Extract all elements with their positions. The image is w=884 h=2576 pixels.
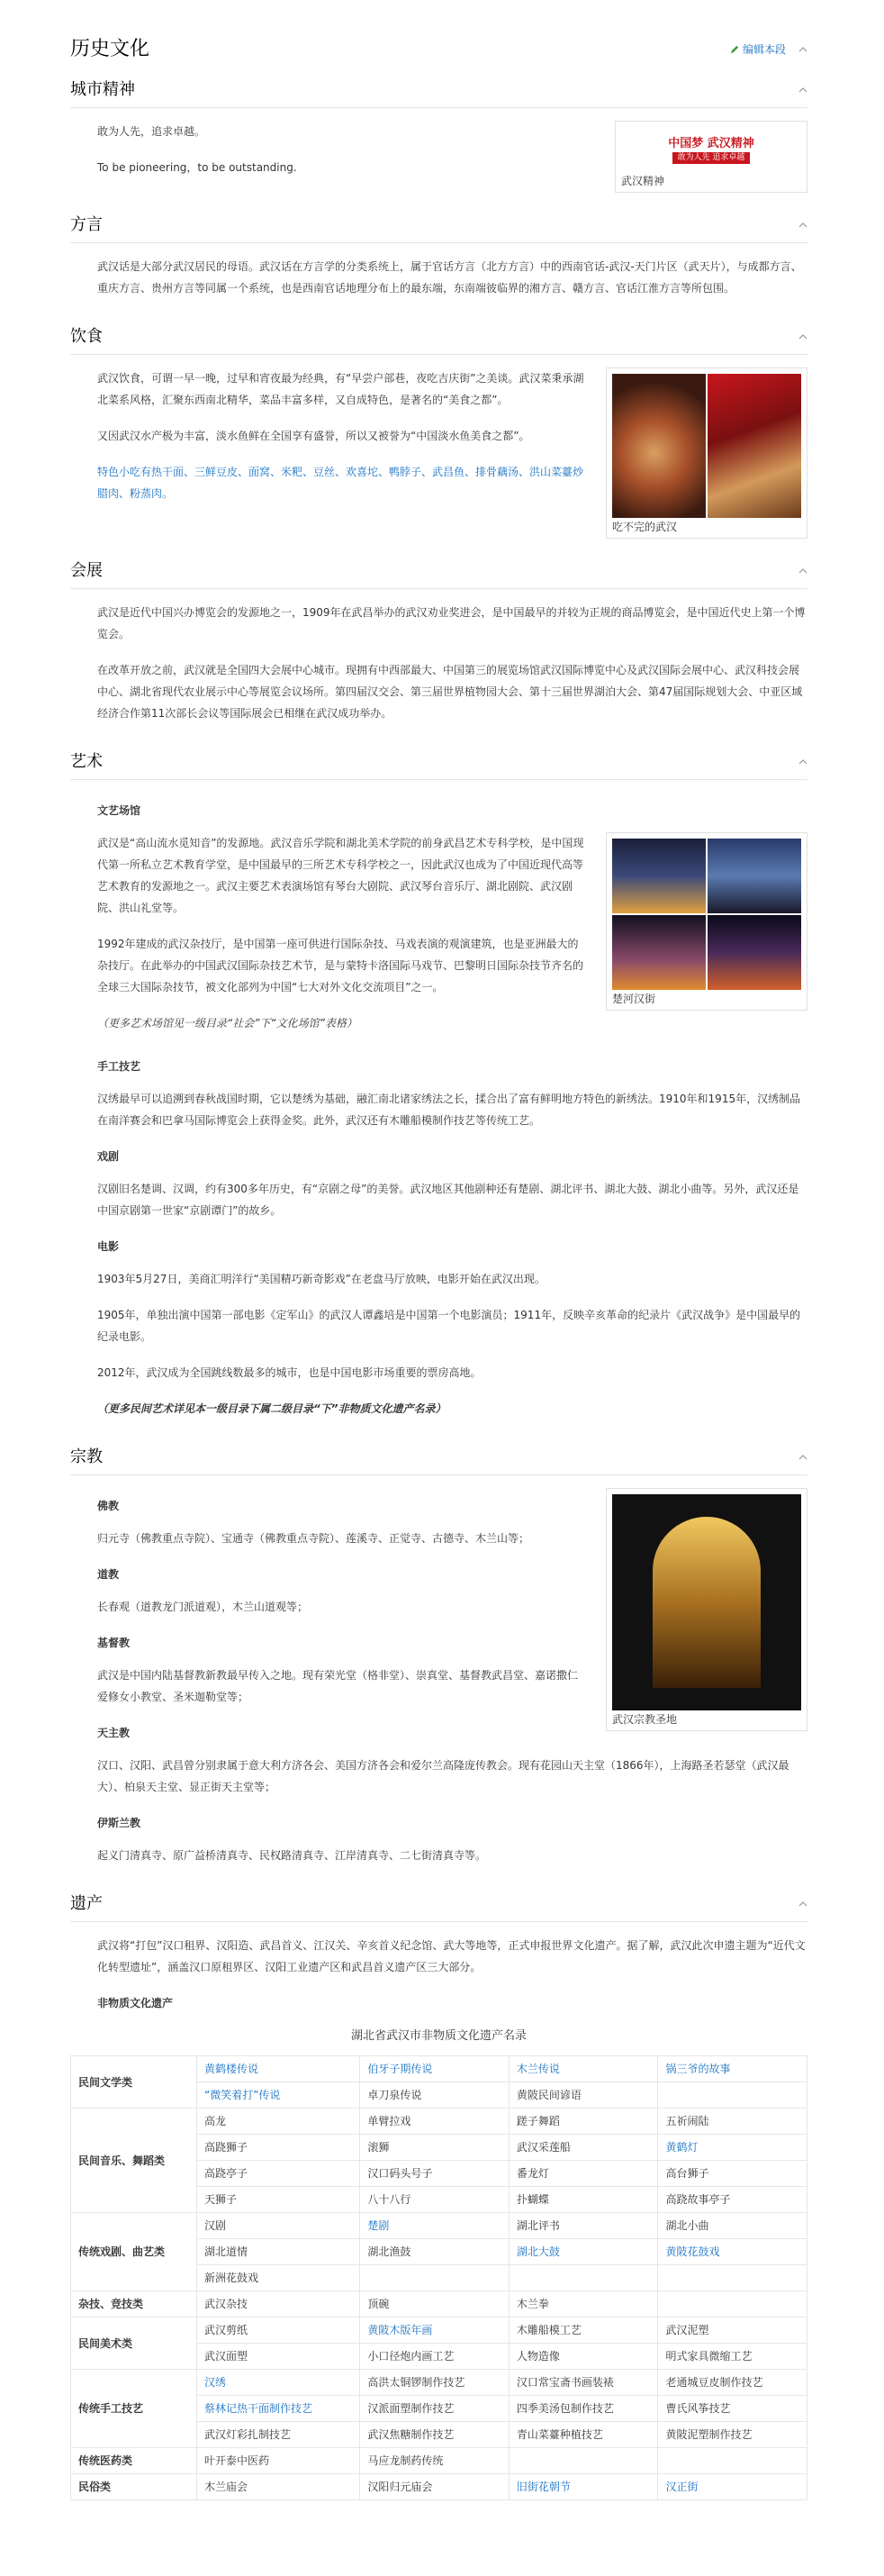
- table-cell: 人物造像: [509, 2344, 658, 2370]
- table-cell: 黄陂泥塑制作技艺: [658, 2422, 807, 2448]
- photo-tile: [612, 915, 706, 990]
- section-title: 宗教: [70, 1447, 103, 1466]
- collapse-chevron-icon[interactable]: [798, 86, 807, 95]
- table-cell: 马应龙制药传统: [360, 2448, 510, 2474]
- table-cell: 蹉子舞蹈: [509, 2109, 658, 2135]
- table-row: [71, 2109, 807, 2135]
- table-cell: 武汉泥塑: [658, 2317, 807, 2344]
- page-title: 历史文化: [70, 38, 150, 60]
- subheading: 道教: [97, 1568, 120, 1581]
- table-cell[interactable]: 楚剧: [360, 2213, 510, 2239]
- paragraph: 2012年，武汉成为全国跳线数最多的城市，也是中国电影市场重要的票房高地。: [97, 1366, 482, 1379]
- table-row: [71, 2213, 807, 2239]
- subheading: 基督教: [97, 1637, 131, 1649]
- paragraph: 特色小吃有热干面、三鲜豆皮、面窝、米粑、豆丝、欢喜坨、鸭脖子、武昌鱼、排骨藕汤、洪山菜薹炒腊肉、粉蒸肉。: [97, 466, 584, 500]
- table-row: [71, 2448, 807, 2474]
- section-title: 城市精神: [70, 79, 135, 99]
- section-body-art: [70, 780, 807, 1439]
- heritage-table: [70, 2055, 807, 2500]
- subheading: 戏剧: [97, 1150, 120, 1163]
- table-cell: 木兰拳: [509, 2291, 658, 2317]
- section-heading-spirit: [70, 72, 807, 108]
- table-category-cell: 民间音乐、舞蹈类: [71, 2109, 197, 2213]
- paragraph: （更多民间艺术详见本一级目录下属二级目录“下”非物质文化遗产名录）: [97, 1402, 447, 1415]
- paragraph: 武汉是近代中国兴办博览会的发源地之一，1909年在武昌举办的武汉劝业奖进会，是中国最早的并较为正规的商品博览会，是中国近代史上第一个博览会。: [97, 606, 806, 640]
- table-cell: 武汉杂技: [197, 2291, 360, 2317]
- edit-section-button[interactable]: [730, 39, 786, 60]
- paragraph: 在改革开放之前，武汉就是全国四大会展中心城市。现拥有中西部最大、中国第三的展览场馆武汉国际博览中心及武汉国际会展中心、武汉科技会展中心、湖北省现代农业展示中心等展览会议场所。第四届汉交会、第三届世界植物园大会、第十三届世界湖泊大会、第47届国际规划大会、中亚区域经济合作第11次部长会议等国际展会已相继在武汉成功举办。: [97, 664, 803, 720]
- section-title: 方言: [70, 214, 103, 234]
- section-heading-heritage: [70, 1886, 807, 1922]
- table-cell: 汉口常宝斋书画装裱: [509, 2370, 658, 2396]
- figure-spirit[interactable]: [615, 121, 807, 193]
- table-cell: 湖北渔鼓: [360, 2239, 510, 2265]
- table-cell: 叶开泰中医药: [197, 2448, 360, 2474]
- table-cell: 武汉采莲船: [509, 2135, 658, 2161]
- table-row: [71, 2291, 807, 2317]
- table-category-cell: 传统手工技艺: [71, 2370, 197, 2448]
- pencil-icon: [730, 44, 740, 54]
- section-body-dialect: [70, 243, 807, 319]
- paragraph: To be pioneering，to be outstanding.: [97, 161, 297, 174]
- table-cell: 高跷故事亭子: [658, 2187, 807, 2213]
- section-body-religion: [70, 1475, 807, 1886]
- table-cell: 木雕船模工艺: [509, 2317, 658, 2344]
- table-cell[interactable]: 湖北大鼓: [509, 2239, 658, 2265]
- section-heading-food: [70, 319, 807, 355]
- figure-religion[interactable]: [606, 1488, 807, 1731]
- photo-tile: [708, 915, 801, 990]
- table-cell: 武汉面塑: [197, 2344, 360, 2370]
- table-cell[interactable]: 黄陂木版年画: [360, 2317, 510, 2344]
- section-title: 会展: [70, 560, 103, 580]
- table-cell: 小口径炮内画工艺: [360, 2344, 510, 2370]
- subheading: 手工技艺: [97, 1060, 141, 1073]
- table-row: [71, 2056, 807, 2082]
- table-cell: 曹氏风筝技艺: [658, 2396, 807, 2422]
- night-city-photo: [612, 839, 801, 990]
- food-photo: [612, 374, 801, 518]
- table-cell: 八十八行: [360, 2187, 510, 2213]
- table-cell: 高台狮子: [658, 2161, 807, 2187]
- figure-art[interactable]: [606, 832, 807, 1011]
- photo-tile: [612, 839, 706, 913]
- section-body-spirit: [70, 108, 807, 207]
- paragraph: 1905年，单独出演中国第一部电影《定军山》的武汉人谭鑫培是中国第一个电影演员；1911年，反映辛亥革命的纪录片《武汉战争》是中国最早的纪录电影。: [97, 1309, 801, 1343]
- table-cell: 武汉灯彩扎制技艺: [197, 2422, 360, 2448]
- table-cell[interactable]: 伯牙子期传说: [360, 2056, 510, 2082]
- table-cell: 湖北评书: [509, 2213, 658, 2239]
- table-category-cell: 民间美术类: [71, 2317, 197, 2370]
- figure-caption: 楚河汉街: [612, 993, 656, 1005]
- table-cell[interactable]: 旧街花朝节: [509, 2474, 658, 2500]
- church-photo: [612, 1494, 801, 1710]
- subheading: 非物质文化遗产: [97, 1997, 174, 2009]
- table-cell: 四季美汤包制作技艺: [509, 2396, 658, 2422]
- table-cell: 黄陂民间谚语: [509, 2082, 658, 2109]
- collapse-chevron-icon[interactable]: [798, 1453, 807, 1462]
- section-title: 艺术: [70, 751, 103, 771]
- table-cell: 单臂拉戏: [360, 2109, 510, 2135]
- section-body-expo: [70, 589, 807, 744]
- collapse-chevron-icon[interactable]: [798, 757, 807, 766]
- table-cell: 老通城豆皮制作技艺: [658, 2370, 807, 2396]
- spirit-logo-image: [621, 127, 801, 172]
- subheading: 文艺场馆: [97, 804, 141, 817]
- table-cell: 湖北道情: [197, 2239, 360, 2265]
- table-cell: 番龙灯: [509, 2161, 658, 2187]
- table-cell[interactable]: 木兰传说: [509, 2056, 658, 2082]
- figure-caption: 吃不完的武汉: [612, 521, 678, 533]
- table-cell: [658, 2265, 807, 2291]
- table-cell: 湖北小曲: [658, 2213, 807, 2239]
- collapse-chevron-icon[interactable]: [798, 1900, 807, 1909]
- figure-caption: 武汉宗教圣地: [612, 1713, 678, 1726]
- paragraph: （更多艺术场馆见一级目录“社会”下“文化场馆”表格）: [97, 1017, 357, 1029]
- paragraph: 汉剧旧名楚调、汉调，约有300多年历史，有“京剧之母”的美誉。武汉地区其他剧种还有楚剧、湖北评书、湖北大鼓、湖北小曲等。另外，武汉还是中国京剧第一世家“京剧谭门”的故乡。: [97, 1183, 799, 1217]
- table-cell[interactable]: 黄鹤灯: [658, 2135, 807, 2161]
- table-cell: [509, 2448, 658, 2474]
- paragraph: 武汉将“打包”汉口租界、汉阳造、武昌首义、江汉关、辛亥首义纪念馆、武大等地等，正式申报世界文化遗产。据了解，武汉此次申遗主题为“近代文化转型遗址”，涵盖汉口原租界区、汉阳工业遗产区和武昌首义遗产区三大部分。: [97, 1939, 806, 1973]
- paragraph: 武汉话是大部分武汉居民的母语。武汉话在方言学的分类系统上，属于官话方言（北方方言）中的西南官话-武汉-天门片区（武天片），与成都方言、重庆方言、贵州方言等同属一个系统，也是西南官话地理分布上的最东端，东南端彼临界的湘方言、赣方言、官话江淮方言等所包围。: [97, 260, 802, 295]
- section-body-heritage: [70, 1922, 807, 2506]
- table-cell: 高洪太铜锣制作技艺: [360, 2370, 510, 2396]
- spirit-logo-sub: 敢为人先 追求卓越: [672, 152, 751, 164]
- section-heading-art: [70, 744, 807, 780]
- paragraph: 武汉是“高山流水觅知音”的发源地。武汉音乐学院和湖北美术学院的前身武昌艺术专科学校，是中国现代第一所私立艺术教育学堂，是中国最早的三所艺术专科学校之一，因此武汉也成为了中国近现代高等艺术教育的发源地之一。武汉主要艺术表演场馆有琴台大剧院、武汉琴台音乐厅、湖北剧院、武汉剧院、洪山礼堂等。: [97, 837, 584, 914]
- table-cell: 顶碗: [360, 2291, 510, 2317]
- paragraph: 武汉饮食，可谓一早一晚，过早和宵夜最为经典，有“早尝户部巷，夜吃吉庆街”之美谈。武汉菜秉承湖北菜系风格，汇聚东西南北精华，菜品丰富多样，又自成特色，是著名的“美食之都”。: [97, 372, 584, 406]
- table-cell[interactable]: 黄陂花鼓戏: [658, 2239, 807, 2265]
- collapse-chevron-icon[interactable]: [798, 45, 807, 54]
- collapse-chevron-icon[interactable]: [798, 332, 807, 341]
- table-cell: 青山菜薹种植技艺: [509, 2422, 658, 2448]
- paragraph: 汉口、汉阳、武昌曾分别隶属于意大利方济各会、美国方济各会和爱尔兰高隆庞传教会。现有花园山天主堂（1866年），上海路圣若瑟堂（武汉最大）、柏泉天主堂、显正街天主堂等；: [97, 1759, 789, 1793]
- paragraph: 1992年建成的武汉杂技厅，是中国第一座可供进行国际杂技、马戏表演的观演建筑，也是亚洲最大的杂技厅。在此举办的中国武汉国际杂技艺术节，是与蒙特卡洛国际马戏节、巴黎明日国际杂技节齐名的全球三大国际杂技节，被文化部列为中国“七大对外文化交流项目”之一。: [97, 938, 584, 993]
- table-cell: 天狮子: [197, 2187, 360, 2213]
- table-cell: 汉口码头号子: [360, 2161, 510, 2187]
- section-title: 遗产: [70, 1893, 103, 1913]
- table-cell: 高跷亭子: [197, 2161, 360, 2187]
- table-cell[interactable]: 锅三爷的故事: [658, 2056, 807, 2082]
- food-photo-left: [612, 374, 706, 518]
- table-cell: 汉剧: [197, 2213, 360, 2239]
- table-cell: 扑蝴蝶: [509, 2187, 658, 2213]
- section-title: 饮食: [70, 326, 103, 346]
- table-cell: [658, 2082, 807, 2109]
- figure-food[interactable]: [606, 367, 807, 539]
- church-arch: [653, 1517, 761, 1688]
- subheading: 佛教: [97, 1500, 120, 1512]
- section-body-food: [70, 355, 807, 553]
- subheading: 天主教: [97, 1727, 131, 1739]
- table-cell: 汉派面塑制作技艺: [360, 2396, 510, 2422]
- photo-tile: [708, 839, 801, 913]
- table-category-cell: 民间文学类: [71, 2056, 197, 2109]
- table-cell[interactable]: 汉正街: [658, 2474, 807, 2500]
- table-cell: 武汉剪纸: [197, 2317, 360, 2344]
- paragraph: 长春观（道教龙门派道观），木兰山道观等；: [97, 1601, 309, 1613]
- section-heading-religion: [70, 1439, 807, 1475]
- paragraph: 1903年5月27日，美商汇明洋行“美国精巧新奇影戏”在老盘马厅放映，电影开始在武汉出现。: [97, 1273, 546, 1285]
- table-cell[interactable]: 汉绣: [197, 2370, 360, 2396]
- table-cell[interactable]: “微笑着打”传说: [197, 2082, 360, 2109]
- collapse-chevron-icon[interactable]: [798, 221, 807, 230]
- paragraph: 武汉是中国内陆基督教新教最早传入之地。现有荣光堂（格非堂）、崇真堂、基督教武昌堂、嘉诺撒仁爱修女小教堂、圣米迦勒堂等；: [97, 1669, 579, 1703]
- table-category-cell: 杂技、竞技类: [71, 2291, 197, 2317]
- table-cell: [658, 2448, 807, 2474]
- paragraph: 归元寺（佛教重点寺院）、宝通寺（佛教重点寺院）、莲溪寺、正觉寺、古德寺、木兰山等；: [97, 1532, 530, 1545]
- table-cell: [360, 2265, 510, 2291]
- table-cell: 新洲花鼓戏: [197, 2265, 360, 2291]
- table-cell: [509, 2265, 658, 2291]
- table-cell: 滚狮: [360, 2135, 510, 2161]
- table-cell: 武汉焦糖制作技艺: [360, 2422, 510, 2448]
- table-cell: [658, 2291, 807, 2317]
- table-cell: 明式家具微缩工艺: [658, 2344, 807, 2370]
- table-category-cell: 传统戏剧、曲艺类: [71, 2213, 197, 2291]
- subheading: 伊斯兰教: [97, 1817, 141, 1829]
- table-cell: 五祈闹陆: [658, 2109, 807, 2135]
- food-photo-right: [706, 374, 801, 518]
- paragraph: 又因武汉水产极为丰富，淡水鱼鲜在全国享有盛誉，所以又被誉为“中国淡水鱼美食之都”。: [97, 430, 530, 442]
- table-title: 湖北省武汉市非物质文化遗产名录: [350, 2029, 527, 2043]
- paragraph: 起义门清真寺、原广益桥清真寺、民权路清真寺、江岸清真寺、二七街清真寺等。: [97, 1849, 487, 1862]
- table-cell[interactable]: 蔡林记热干面制作技艺: [197, 2396, 360, 2422]
- paragraph: 敢为人先，追求卓越。: [97, 125, 206, 138]
- section-heading-dialect: [70, 207, 807, 243]
- table-category-cell: 民俗类: [71, 2474, 197, 2500]
- subheading: 电影: [97, 1240, 120, 1253]
- edit-section: [730, 39, 807, 60]
- section-heading-expo: [70, 553, 807, 589]
- title-row: [70, 27, 807, 72]
- table-row: [71, 2370, 807, 2396]
- paragraph: 汉绣最早可以追溯到春秋战国时期，它以楚绣为基础，融汇南北诸家绣法之长，揉合出了富有鲜明地方特色的新绣法。1910年和1915年，汉绣制品在南洋赛会和巴拿马国际博览会上获得金奖。此外，武汉还有木雕船模制作技艺等传统工艺。: [97, 1093, 801, 1127]
- figure-caption: 武汉精神: [621, 175, 665, 187]
- table-cell: 高跷狮子: [197, 2135, 360, 2161]
- table-cell: 高龙: [197, 2109, 360, 2135]
- spirit-logo-text: 中国梦 武汉精神: [668, 136, 754, 150]
- table-row: [71, 2474, 807, 2500]
- table-cell: 卓刀泉传说: [360, 2082, 510, 2109]
- table-cell[interactable]: 黄鹤楼传说: [197, 2056, 360, 2082]
- table-cell: 木兰庙会: [197, 2474, 360, 2500]
- edit-section-label: 编辑本段: [742, 43, 786, 56]
- table-cell: 汉阳归元庙会: [360, 2474, 510, 2500]
- collapse-chevron-icon[interactable]: [798, 567, 807, 576]
- table-category-cell: 传统医药类: [71, 2448, 197, 2474]
- table-row: [71, 2317, 807, 2344]
